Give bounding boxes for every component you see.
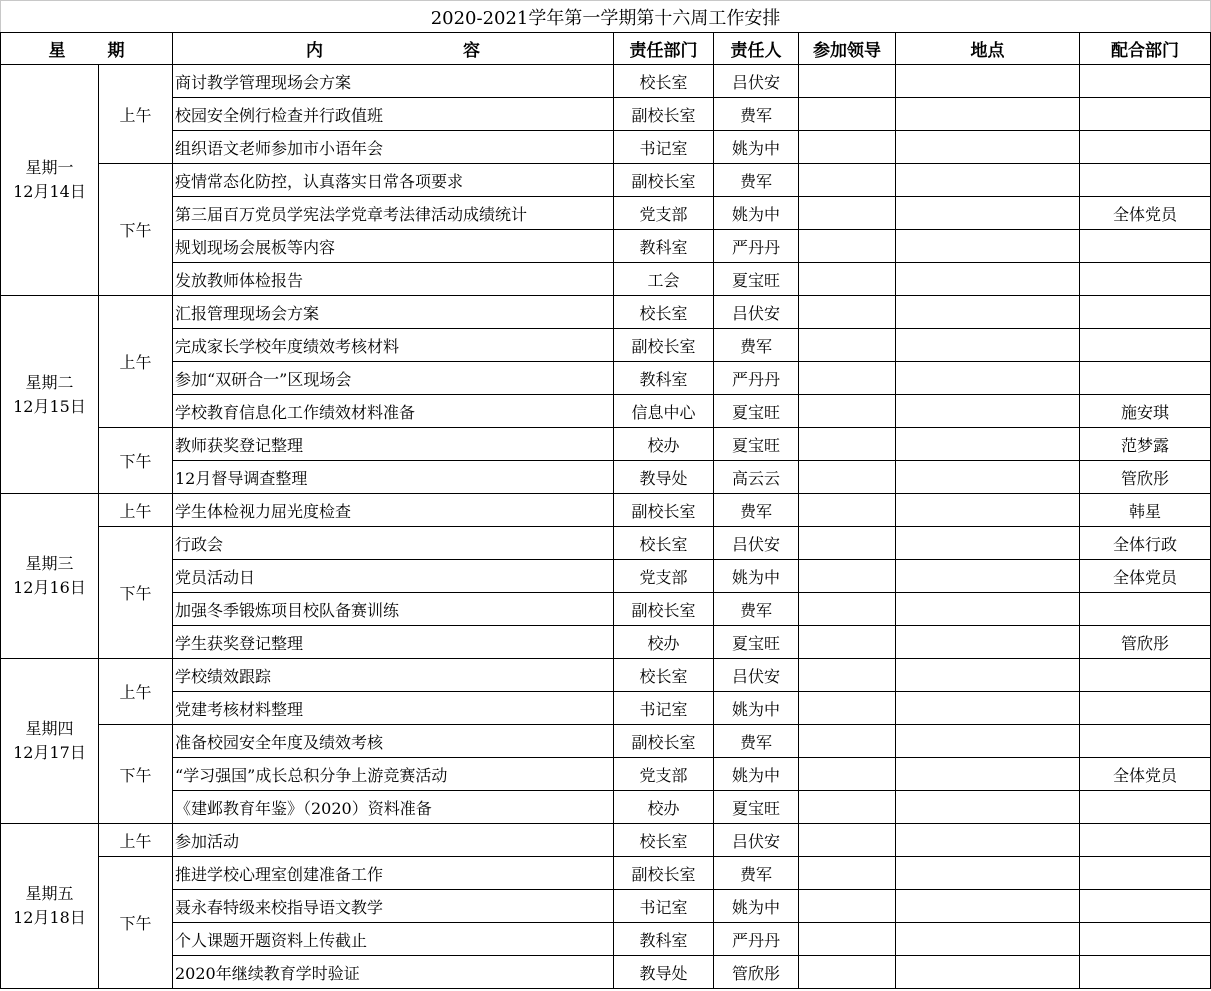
location-cell	[896, 65, 1080, 98]
person-cell: 吕伏安	[714, 527, 799, 560]
period-cell: 下午	[99, 725, 173, 824]
person-cell: 姚为中	[714, 197, 799, 230]
table-row	[1, 329, 1211, 362]
table-row	[1, 230, 1211, 263]
cooperate-cell	[1080, 824, 1211, 857]
cooperate-cell	[1080, 890, 1211, 923]
person-cell: 夏宝旺	[714, 395, 799, 428]
table-row	[1, 791, 1211, 824]
content-cell: 学校绩效跟踪	[173, 659, 614, 692]
person-cell: 姚为中	[714, 890, 799, 923]
cooperate-cell: 全体党员	[1080, 758, 1211, 791]
department-cell: 副校长室	[614, 593, 714, 626]
header-day-b: 期	[107, 41, 125, 61]
leader-cell	[799, 593, 896, 626]
day-name: 星期三	[25, 554, 74, 573]
leader-cell	[799, 263, 896, 296]
day-date: 12月16日	[13, 578, 86, 597]
department-cell: 副校长室	[614, 98, 714, 131]
department-cell: 党支部	[614, 560, 714, 593]
day-name: 星期五	[25, 884, 74, 903]
leader-cell	[799, 890, 896, 923]
leader-cell	[799, 857, 896, 890]
location-cell	[896, 296, 1080, 329]
table-row	[1, 428, 1211, 461]
content-cell: 准备校园安全年度及绩效考核	[173, 725, 614, 758]
schedule-body	[1, 65, 1211, 989]
leader-cell	[799, 692, 896, 725]
person-cell: 吕伏安	[714, 296, 799, 329]
cooperate-cell	[1080, 329, 1211, 362]
cooperate-cell	[1080, 725, 1211, 758]
table-row	[1, 890, 1211, 923]
content-cell: “学习强国”成长总积分争上游竞赛活动	[173, 758, 614, 791]
department-cell: 校办	[614, 791, 714, 824]
leader-cell	[799, 296, 896, 329]
day-cell	[1, 494, 99, 659]
location-cell	[896, 494, 1080, 527]
cooperate-cell: 全体党员	[1080, 560, 1211, 593]
cooperate-cell: 范梦露	[1080, 428, 1211, 461]
period-cell: 上午	[99, 65, 173, 164]
cooperate-cell	[1080, 791, 1211, 824]
location-cell	[896, 890, 1080, 923]
table-row	[1, 626, 1211, 659]
leader-cell	[799, 560, 896, 593]
content-cell: 个人课题开题资料上传截止	[173, 923, 614, 956]
cooperate-cell: 管欣彤	[1080, 626, 1211, 659]
person-cell: 夏宝旺	[714, 428, 799, 461]
content-cell: 12月督导调查整理	[173, 461, 614, 494]
cooperate-cell	[1080, 98, 1211, 131]
header-content-b: 容	[463, 41, 480, 61]
location-cell	[896, 857, 1080, 890]
cooperate-cell	[1080, 692, 1211, 725]
leader-cell	[799, 791, 896, 824]
department-cell: 校长室	[614, 296, 714, 329]
cooperate-cell	[1080, 659, 1211, 692]
location-cell	[896, 593, 1080, 626]
department-cell: 副校长室	[614, 857, 714, 890]
content-cell: 学生获奖登记整理	[173, 626, 614, 659]
period-cell: 下午	[99, 857, 173, 989]
person-cell: 严丹丹	[714, 923, 799, 956]
table-row	[1, 362, 1211, 395]
table-row	[1, 758, 1211, 791]
location-cell	[896, 395, 1080, 428]
day-name: 星期四	[25, 719, 74, 738]
leader-cell	[799, 65, 896, 98]
department-cell: 书记室	[614, 131, 714, 164]
cooperate-cell	[1080, 956, 1211, 989]
header-leader: 参加领导	[799, 33, 896, 65]
department-cell: 教科室	[614, 230, 714, 263]
leader-cell	[799, 230, 896, 263]
department-cell: 校长室	[614, 65, 714, 98]
content-cell: 商讨教学管理现场会方案	[173, 65, 614, 98]
day-cell	[1, 824, 99, 989]
table-row	[1, 923, 1211, 956]
person-cell: 夏宝旺	[714, 263, 799, 296]
leader-cell	[799, 395, 896, 428]
person-cell: 夏宝旺	[714, 791, 799, 824]
table-row	[1, 98, 1211, 131]
location-cell	[896, 560, 1080, 593]
department-cell: 校长室	[614, 527, 714, 560]
content-cell: 学生体检视力屈光度检查	[173, 494, 614, 527]
period-cell: 下午	[99, 428, 173, 494]
department-cell: 党支部	[614, 758, 714, 791]
table-row	[1, 494, 1211, 527]
leader-cell	[799, 98, 896, 131]
cooperate-cell	[1080, 230, 1211, 263]
table-row	[1, 692, 1211, 725]
header-content	[173, 33, 614, 65]
person-cell: 吕伏安	[714, 659, 799, 692]
department-cell: 教导处	[614, 461, 714, 494]
cooperate-cell	[1080, 263, 1211, 296]
cooperate-cell	[1080, 65, 1211, 98]
leader-cell	[799, 626, 896, 659]
table-row	[1, 263, 1211, 296]
location-cell	[896, 461, 1080, 494]
content-cell: 疫情常态化防控，认真落实日常各项要求	[173, 164, 614, 197]
leader-cell	[799, 758, 896, 791]
location-cell	[896, 791, 1080, 824]
day-date: 12月17日	[13, 743, 86, 762]
leader-cell	[799, 725, 896, 758]
content-cell: 发放教师体检报告	[173, 263, 614, 296]
department-cell: 教导处	[614, 956, 714, 989]
day-date: 12月15日	[13, 396, 86, 416]
content-cell: 党员活动日	[173, 560, 614, 593]
content-cell: 行政会	[173, 527, 614, 560]
day-name: 星期二	[25, 372, 74, 392]
content-cell: 第三届百万党员学宪法学党章考法律活动成绩统计	[173, 197, 614, 230]
content-cell: 党建考核材料整理	[173, 692, 614, 725]
department-cell: 书记室	[614, 692, 714, 725]
department-cell: 党支部	[614, 197, 714, 230]
leader-cell	[799, 659, 896, 692]
header-department: 责任部门	[614, 33, 714, 65]
location-cell	[896, 428, 1080, 461]
header-cooperate: 配合部门	[1080, 33, 1211, 65]
header-content-a: 内	[306, 41, 323, 61]
department-cell: 校长室	[614, 659, 714, 692]
leader-cell	[799, 461, 896, 494]
person-cell: 姚为中	[714, 131, 799, 164]
person-cell: 吕伏安	[714, 824, 799, 857]
leader-cell	[799, 527, 896, 560]
period-cell: 上午	[99, 824, 173, 857]
person-cell: 费军	[714, 593, 799, 626]
content-cell: 教师获奖登记整理	[173, 428, 614, 461]
location-cell	[896, 362, 1080, 395]
content-cell: 校园安全例行检查并行政值班	[173, 98, 614, 131]
table-row	[1, 296, 1211, 329]
day-cell	[1, 659, 99, 824]
department-cell: 副校长室	[614, 494, 714, 527]
content-cell: 参加活动	[173, 824, 614, 857]
content-cell: 学校教育信息化工作绩效材料准备	[173, 395, 614, 428]
person-cell: 费军	[714, 494, 799, 527]
location-cell	[896, 131, 1080, 164]
location-cell	[896, 263, 1080, 296]
table-row	[1, 527, 1211, 560]
content-cell: 《建邺教育年鉴》（2020）资料准备	[173, 791, 614, 824]
department-cell: 副校长室	[614, 725, 714, 758]
location-cell	[896, 725, 1080, 758]
content-cell: 聂永春特级来校指导语文教学	[173, 890, 614, 923]
location-cell	[896, 923, 1080, 956]
day-name: 星期一	[25, 158, 74, 177]
location-cell	[896, 692, 1080, 725]
header-day	[1, 33, 173, 65]
period-cell: 上午	[99, 659, 173, 725]
leader-cell	[799, 428, 896, 461]
leader-cell	[799, 362, 896, 395]
department-cell: 副校长室	[614, 164, 714, 197]
department-cell: 书记室	[614, 890, 714, 923]
content-cell: 完成家长学校年度绩效考核材料	[173, 329, 614, 362]
table-row	[1, 197, 1211, 230]
department-cell: 校长室	[614, 824, 714, 857]
cooperate-cell: 管欣彤	[1080, 461, 1211, 494]
location-cell	[896, 230, 1080, 263]
cooperate-cell	[1080, 131, 1211, 164]
location-cell	[896, 329, 1080, 362]
content-cell: 2020年继续教育学时验证	[173, 956, 614, 989]
person-cell: 费军	[714, 725, 799, 758]
location-cell	[896, 626, 1080, 659]
location-cell	[896, 956, 1080, 989]
period-cell: 下午	[99, 164, 173, 296]
day-date: 12月14日	[13, 182, 86, 201]
person-cell: 姚为中	[714, 560, 799, 593]
period-cell: 上午	[99, 494, 173, 527]
department-cell: 教科室	[614, 362, 714, 395]
cooperate-cell	[1080, 593, 1211, 626]
location-cell	[896, 197, 1080, 230]
person-cell: 严丹丹	[714, 362, 799, 395]
header-person: 责任人	[714, 33, 799, 65]
table-row	[1, 131, 1211, 164]
location-cell	[896, 758, 1080, 791]
table-row	[1, 956, 1211, 989]
content-cell: 组织语文老师参加市小语年会	[173, 131, 614, 164]
cooperate-cell: 韩星	[1080, 494, 1211, 527]
period-cell: 上午	[99, 296, 173, 428]
location-cell	[896, 527, 1080, 560]
table-row	[1, 65, 1211, 98]
person-cell: 夏宝旺	[714, 626, 799, 659]
header-day-a: 星	[48, 41, 66, 61]
cooperate-cell	[1080, 164, 1211, 197]
leader-cell	[799, 494, 896, 527]
table-row	[1, 659, 1211, 692]
table-row	[1, 857, 1211, 890]
content-cell: 参加“双研合一”区现场会	[173, 362, 614, 395]
leader-cell	[799, 329, 896, 362]
table-row	[1, 395, 1211, 428]
table-row	[1, 164, 1211, 197]
table-row	[1, 593, 1211, 626]
page-title: 2020-2021学年第一学期第十六周工作安排	[1, 1, 1211, 33]
content-cell: 推进学校心理室创建准备工作	[173, 857, 614, 890]
person-cell: 管欣彤	[714, 956, 799, 989]
department-cell: 校办	[614, 626, 714, 659]
location-cell	[896, 164, 1080, 197]
person-cell: 费军	[714, 98, 799, 131]
department-cell: 校办	[614, 428, 714, 461]
table-row	[1, 560, 1211, 593]
leader-cell	[799, 164, 896, 197]
person-cell: 姚为中	[714, 692, 799, 725]
content-cell: 汇报管理现场会方案	[173, 296, 614, 329]
day-cell	[1, 296, 99, 494]
location-cell	[896, 824, 1080, 857]
location-cell	[896, 659, 1080, 692]
department-cell: 教科室	[614, 923, 714, 956]
person-cell: 费军	[714, 329, 799, 362]
leader-cell	[799, 923, 896, 956]
cooperate-cell: 施安琪	[1080, 395, 1211, 428]
department-cell: 信息中心	[614, 395, 714, 428]
table-row	[1, 461, 1211, 494]
day-date: 12月18日	[13, 908, 86, 927]
content-cell: 加强冬季锻炼项目校队备赛训练	[173, 593, 614, 626]
leader-cell	[799, 131, 896, 164]
cooperate-cell	[1080, 857, 1211, 890]
department-cell: 副校长室	[614, 329, 714, 362]
table-row	[1, 824, 1211, 857]
leader-cell	[799, 824, 896, 857]
department-cell: 工会	[614, 263, 714, 296]
table-row	[1, 725, 1211, 758]
person-cell: 吕伏安	[714, 65, 799, 98]
cooperate-cell	[1080, 296, 1211, 329]
day-cell	[1, 65, 99, 296]
cooperate-cell	[1080, 923, 1211, 956]
content-cell: 规划现场会展板等内容	[173, 230, 614, 263]
cooperate-cell: 全体党员	[1080, 197, 1211, 230]
period-cell: 下午	[99, 527, 173, 659]
person-cell: 严丹丹	[714, 230, 799, 263]
person-cell: 费军	[714, 857, 799, 890]
leader-cell	[799, 956, 896, 989]
person-cell: 费军	[714, 164, 799, 197]
person-cell: 高云云	[714, 461, 799, 494]
leader-cell	[799, 197, 896, 230]
person-cell: 姚为中	[714, 758, 799, 791]
header-location: 地点	[896, 33, 1080, 65]
location-cell	[896, 98, 1080, 131]
cooperate-cell	[1080, 362, 1211, 395]
cooperate-cell: 全体行政	[1080, 527, 1211, 560]
